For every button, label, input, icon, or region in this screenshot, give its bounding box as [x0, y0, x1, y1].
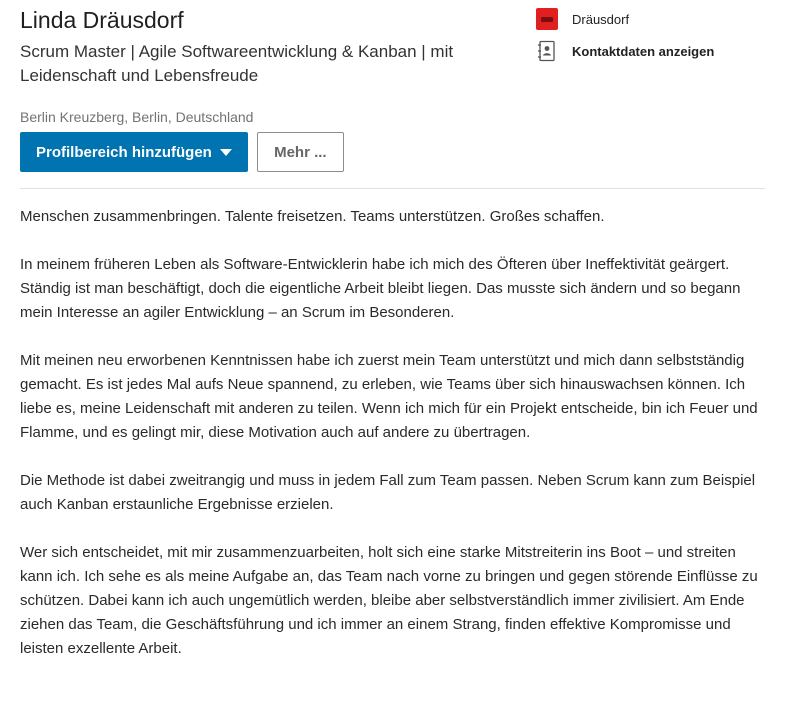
profile-summary: [20, 205, 770, 685]
summary-paragraph: Menschen zusammenbringen. Talente freisetzen. Teams unterstützen. Großes schaffen.: [20, 208, 605, 225]
summary-paragraph: Mit meinen neu erworbenen Kenntnissen habe ich zuerst mein Team unterstützt und mich dann selbstständig gemacht. Es ist jedes Mal aufs Neue spannend, zu erleben, wie Teams über sich hinauswachsen können. Ich liebe es, meine Leidenschaft mit anderen zu teilen. Wenn ich mich für ein Projekt entscheide, bin ich Feuer und Flamme, und es gelingt mir, diese Motivation auch auf andere zu übertragen.: [20, 352, 758, 441]
profile-name: Linda Dräusdorf: [20, 7, 184, 33]
more-button[interactable]: Mehr ...: [257, 132, 344, 172]
contact-info-label: Kontaktdaten anzeigen: [572, 43, 715, 59]
contact-info-link[interactable]: [536, 38, 765, 64]
caret-down-icon: [220, 149, 232, 156]
summary-paragraph: Wer sich entscheidet, mit mir zusammenzuarbeiten, holt sich eine starke Mitstreiterin ins Boot – und streiten kann ich. Ich sehe es als meine Aufgabe an, das Team nach vorne zu bringen und gegen störende Einflüsse zu schützen. Dabei kann ich auch ungemütlich werden, bleibe aber selbstverständlich immer zivilisiert. Am Ende ziehen das Team, die Geschäftsführung und ich immer an einem Strang, finden effektive Kompromisse und leisten exzellente Arbeit.: [20, 544, 758, 657]
company-name: Dräusdorf: [572, 11, 630, 27]
profile-actions: [20, 132, 344, 172]
profile-top-card: [20, 0, 765, 190]
add-profile-section-label: Profilbereich hinzufügen: [36, 143, 212, 161]
add-profile-section-button[interactable]: [20, 132, 248, 172]
company-link[interactable]: [536, 6, 765, 32]
company-logo-icon: [536, 8, 558, 30]
profile-location: Berlin Kreuzberg, Berlin, Deutschland: [20, 109, 254, 125]
summary-paragraph: Die Methode ist dabei zweitrangig und muss in jedem Fall zum Team passen. Neben Scrum kann zum Beispiel auch Kanban erstaunliche Ergebnisse erzielen.: [20, 472, 756, 513]
profile-sidebar: [536, 6, 765, 70]
contact-card-icon: [536, 40, 558, 62]
summary-paragraph: In meinem früheren Leben als Software-Entwicklerin habe ich mich des Öfteren über Ineffektivität geärgert. Ständig ist man beschäftigt, doch die eigentliche Arbeit bleibt liegen. Das musste sich ändern und so begann mein Interesse an agiler Entwicklung – an Scrum im Besonderen.: [20, 256, 741, 321]
section-divider: [20, 188, 765, 189]
profile-headline: Scrum Master | Agile Softwareentwicklung & Kanban | mit Leidenschaft und Lebensfreude: [20, 42, 454, 85]
profile-intro: [20, 4, 510, 127]
